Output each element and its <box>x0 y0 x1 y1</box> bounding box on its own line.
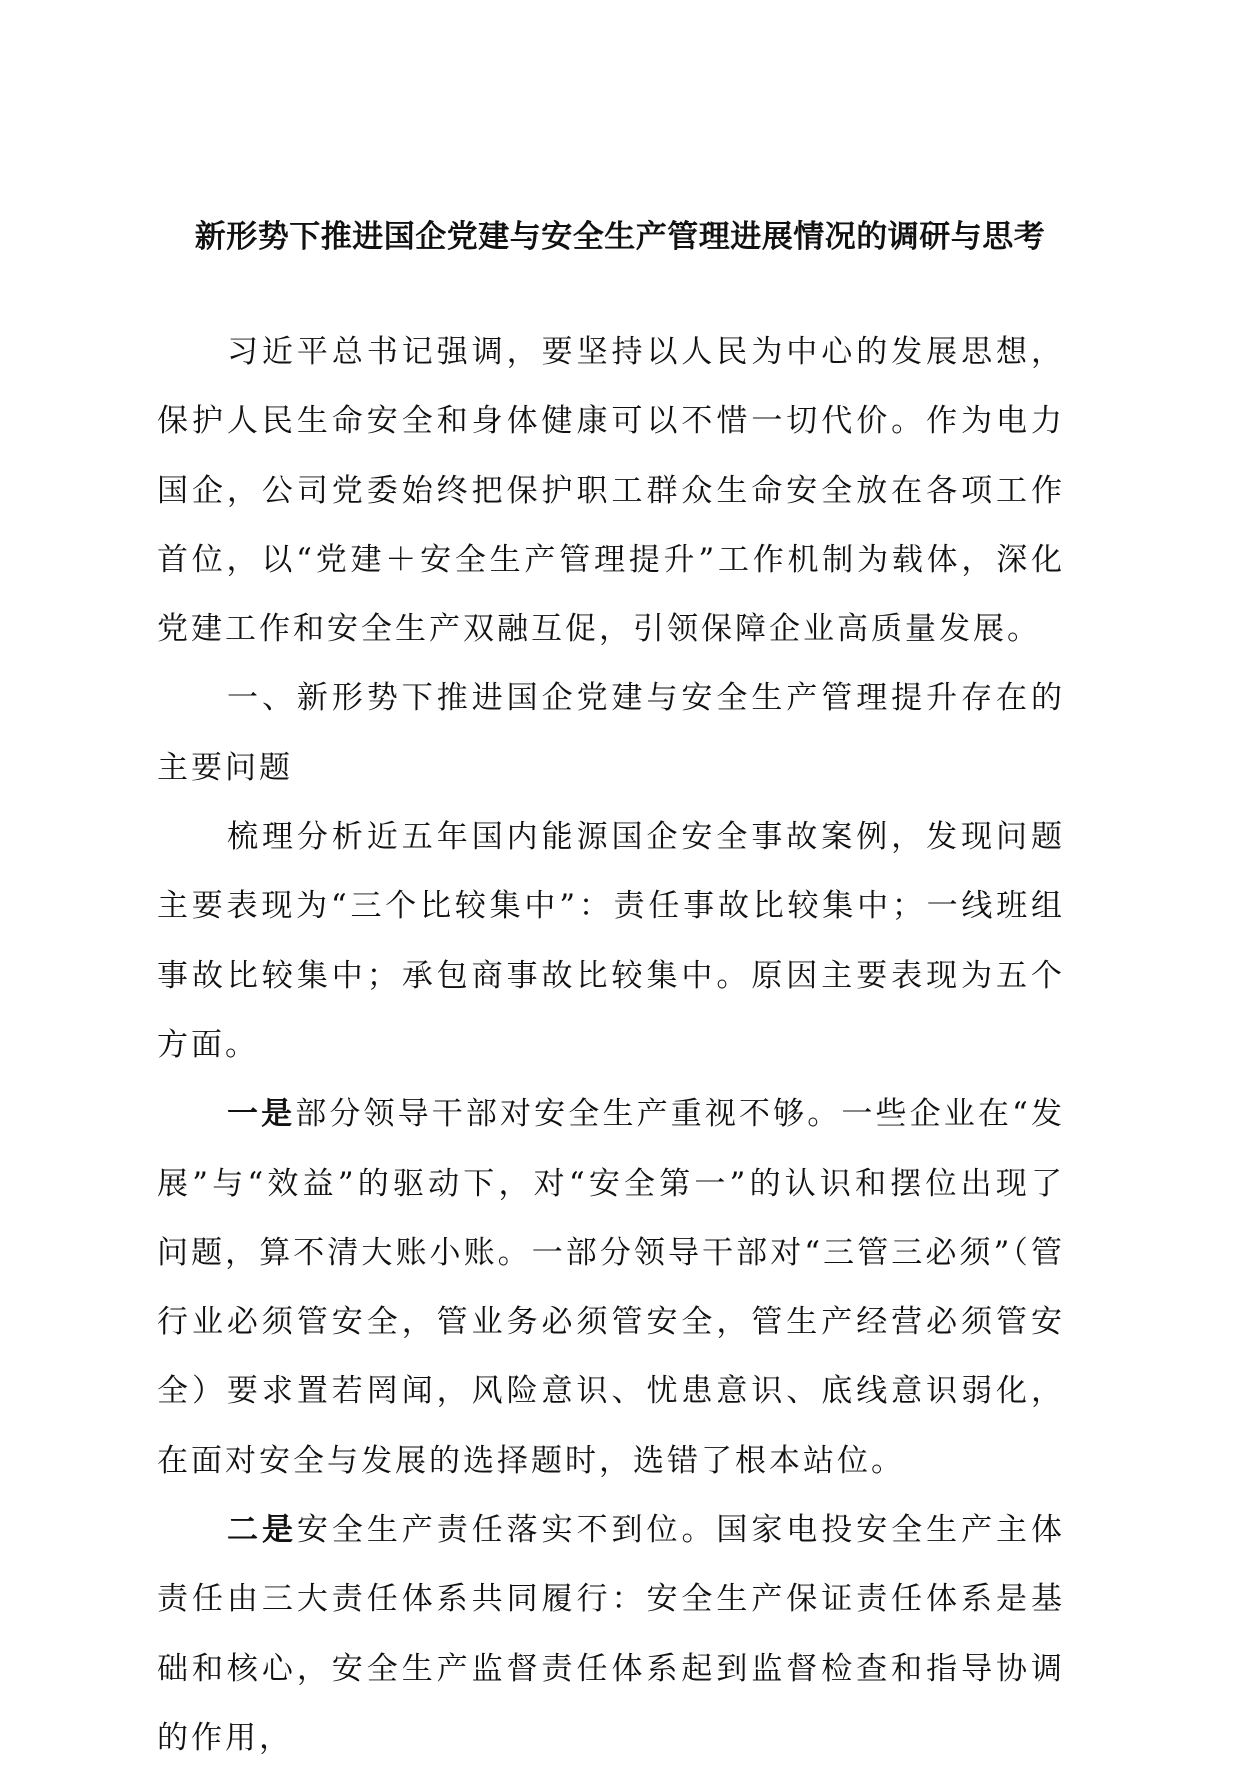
paragraph-lead: 一是 <box>227 1096 296 1133</box>
paragraph-text: 一、新形势下推进国企党建与安全生产管理提升存在的主要问题 <box>157 680 1065 786</box>
paragraph-text: 安全生产责任落实不到位。国家电投安全生产主体责任由三大责任体系共同履行：安全生产保证责任体系是基础和核心，安全生产监督责任体系起到监督检查和指导协调的作用， <box>157 1512 1066 1756</box>
section-heading-1 <box>157 664 1065 803</box>
paragraph-point-2 <box>157 1496 1065 1773</box>
paragraph-lead: 二是 <box>227 1512 297 1549</box>
paragraph-analysis <box>157 803 1065 1080</box>
paragraph-text: 习近平总书记强调，要坚持以人民为中心的发展思想，保护人民生命安全和身体健康可以不惜一切代价。作为电力国企，公司党委始终把保护职工群众生命安全放在各项工作首位，以“党建＋安全生产管理提升”工作机制为载体，深化党建工作和安全生产双融互促，引领保障企业高质量发展。 <box>157 334 1065 648</box>
document-body <box>157 318 1065 1773</box>
paragraph-text: 梳理分析近五年国内能源国企安全事故案例，发现问题主要表现为“三个比较集中”：责任事故比较集中；一线班组事故比较集中；承包商事故比较集中。原因主要表现为五个方面。 <box>157 819 1065 1063</box>
paragraph-point-1 <box>157 1080 1065 1496</box>
paragraph-intro <box>157 318 1065 664</box>
paragraph-text: 部分领导干部对安全生产重视不够。一些企业在“发展”与“效益”的驱动下，对“安全第一”的认识和摆位出现了问题，算不清大账小账。一部分领导干部对“三管三必须”（管行业必须管安全，管业务必须管安全，管生产经营必须管安全）要求置若罔闻，风险意识、忧患意识、底线意识弱化，在面对安全与发展的选择题时，选错了根本站位。 <box>157 1096 1065 1479</box>
document-title: 新形势下推进国企党建与安全生产管理进展情况的调研与思考 <box>194 218 1046 255</box>
